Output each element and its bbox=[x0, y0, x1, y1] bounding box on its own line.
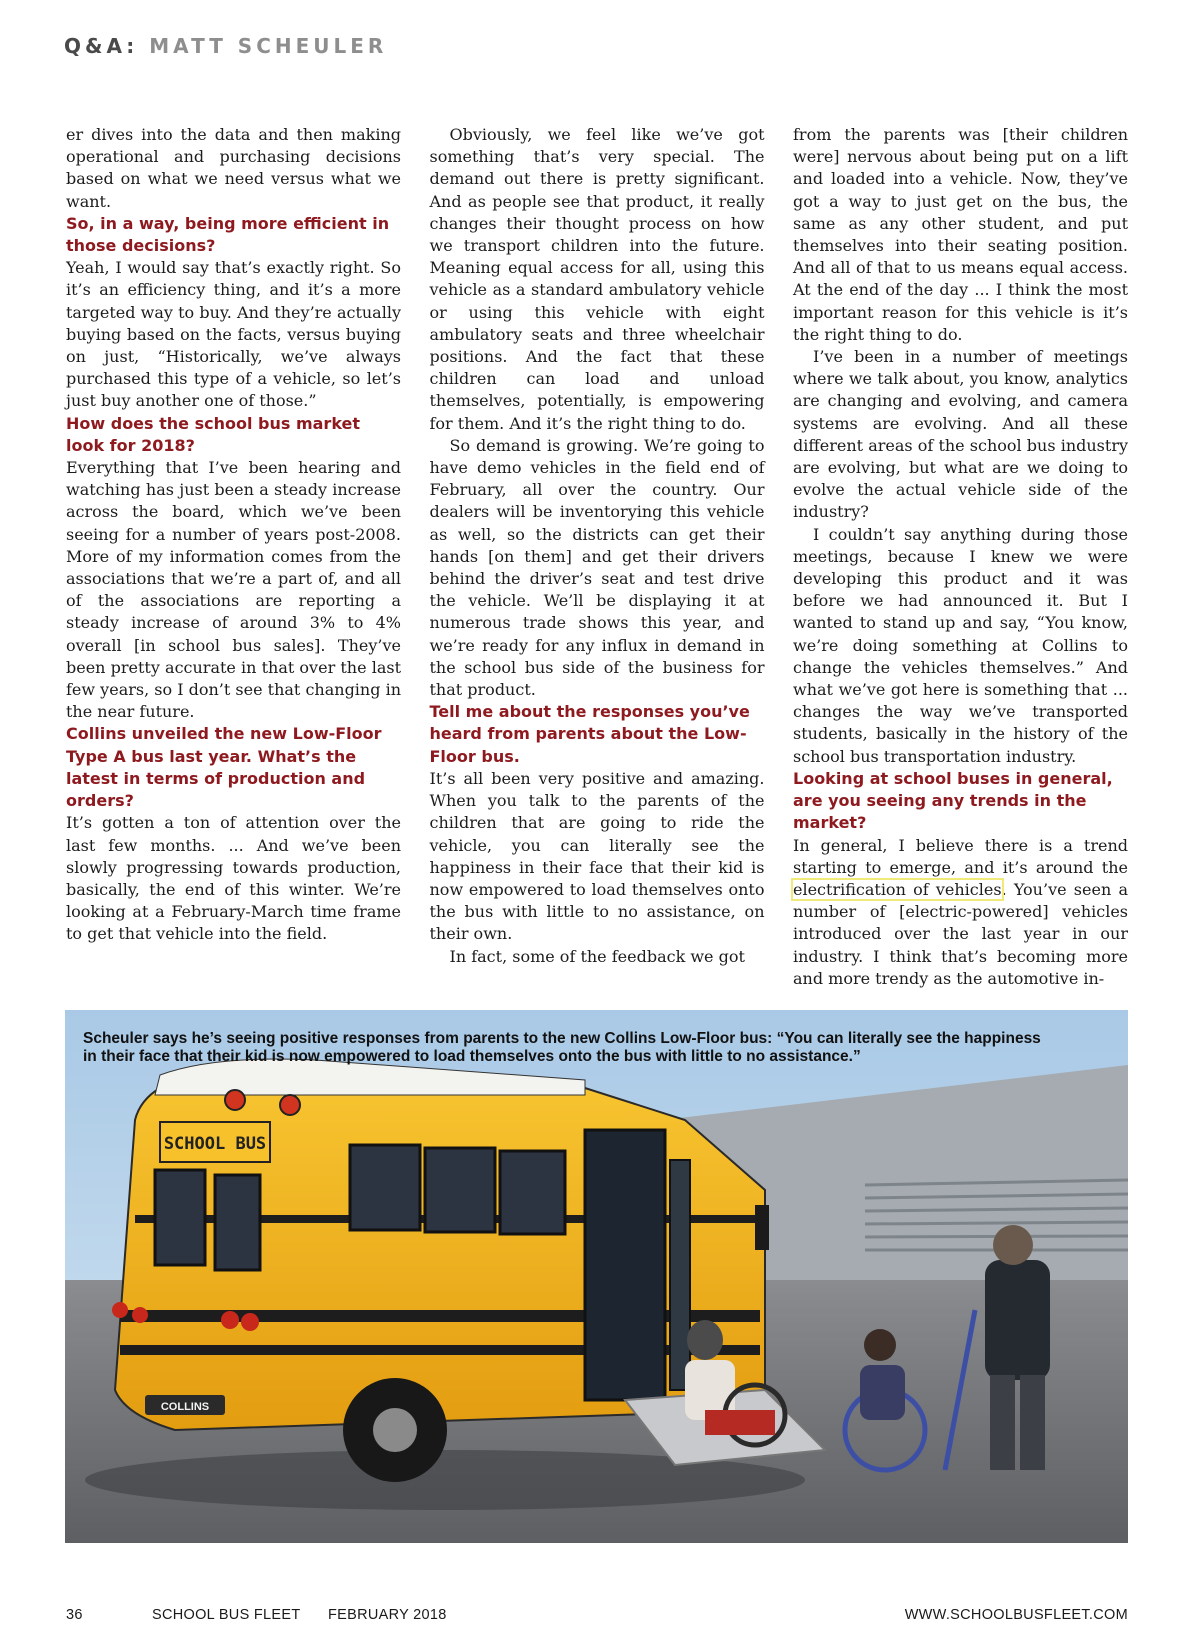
article-columns bbox=[66, 124, 1128, 1004]
column-3 bbox=[793, 124, 1128, 1004]
bus-photo bbox=[65, 1010, 1128, 1543]
adult-figure bbox=[985, 1260, 1050, 1380]
answer-paragraph bbox=[793, 835, 1128, 990]
answer-paragraph: Everything that I’ve been hearing and watching has just been a steady increase across the board, which we’ve been seeing for a number of years post-2008. More of my information comes from the associations that we’re a part of, and all of the associations are reporting a steady increase of around 3% to 4% overall [in school bus sales]. They’ve been pretty accurate in that over the last few years, so I don’t see that changing in the near future. bbox=[66, 458, 401, 722]
running-head bbox=[64, 34, 387, 58]
issue-date: FEBRUARY 2018 bbox=[328, 1607, 447, 1623]
question-heading: How does the school bus market look for 2018? bbox=[66, 413, 361, 455]
bus-door bbox=[585, 1130, 665, 1400]
highlighted-phrase[interactable]: electrification of vehicles bbox=[793, 879, 1002, 899]
paragraph: from the parents was [their children were] nervous about being put on a lift and loaded into a vehicle. Now, they’ve got a way to just get on the bus, the same as any other student, and put themselves into their seating position. And all of that to us means equal access. At the end of the day ... I think the most important reason for this vehicle is it’s the right thing to do. bbox=[793, 125, 1128, 344]
website-link[interactable]: WWW.SCHOOLBUSFLEET.COM bbox=[904, 1607, 1128, 1623]
answer-paragraph: It’s all been very positive and amazing. When you talk to the parents of the children that are going to ride the vehicle, you can literally see the happiness in their face that their kid is now empowered to load themselves onto the bus with little to no assistance, on their own. bbox=[429, 768, 765, 944]
paragraph: In fact, some of the feedback we got bbox=[449, 946, 745, 966]
answer-text: In general, I believe there is a trend starting to emerge, and it’s around the bbox=[793, 835, 1128, 877]
paragraph: Obviously, we feel like we’ve got something that’s very special. The demand out there is pretty significant. And as people see that product, it really changes their thought process on how we transport children into the future. Meaning equal access for all, using this vehicle as a standard ambulatory vehicle or using this vehicle with eight ambulatory seats and three wheelchair positions. And the fact that these children can load and unload themselves, potentially, is empowering for them. And it’s the right thing to do. bbox=[429, 125, 765, 433]
question-heading: Tell me about the responses you’ve heard from parents about the Low-Floor bus. bbox=[429, 702, 750, 766]
column-2 bbox=[430, 124, 765, 1004]
question-heading: So, in a way, being more efficient in those decisions? bbox=[66, 213, 390, 256]
photo-caption: Scheuler says he’s seeing positive responses from parents to the new Collins Low-Floor bus: “You can literally see the happiness in their face that their kid is now empowered to load themselves onto the bus with little to no assistance.” bbox=[83, 1030, 1041, 1065]
page-footer bbox=[66, 1607, 1128, 1627]
answer-paragraph: Yeah, I would say that’s exactly right. So it’s an efficiency thing, and it’s a more targeted way to buy. And they’re actually buying based on the facts, versus buying on just, “Historically, we’ve always purchased this type of a vehicle, so let’s just buy another one of those.” bbox=[66, 258, 401, 411]
paragraph: I couldn’t say anything during those meetings, because I knew we were developing this product and it was before we had announced it. But I wanted to stand up and say, “You know, we’re doing something at Collins to change the vehicles themselves.” And what we’ve got here is something that ... changes the way we’ve transported students, basically in the history of the school bus transportation industry. bbox=[793, 524, 1128, 766]
question-heading: Collins unveiled the new Low-Floor Type A bus last year. What’s the latest in terms of production and orders? bbox=[66, 724, 382, 811]
collins-badge: COLLINS bbox=[160, 1401, 210, 1413]
paragraph: er dives into the data and then making operational and purchasing decisions based on what we need versus what we want. bbox=[66, 125, 401, 211]
running-head-label: Q&A: bbox=[64, 34, 139, 58]
answer-paragraph: It’s gotten a ton of attention over the last few months. ... And we’ve been slowly progressing towards production, basically, the end of this winter. We’re looking at a February-March time frame to get that vehicle into the field. bbox=[66, 813, 401, 944]
running-head-name: MATT SCHEULER bbox=[149, 34, 388, 58]
school-bus-sign-text: SCHOOL BUS bbox=[163, 1134, 267, 1154]
magazine-name: SCHOOL BUS FLEET bbox=[152, 1607, 301, 1623]
column-1 bbox=[66, 124, 401, 1004]
paragraph: I’ve been in a number of meetings where we talk about, you know, analytics are changing and evolving, and camera systems are evolving. And all these different areas of the school bus industry are evolving, but what are we doing to evolve the actual vehicle side of the industry? bbox=[793, 347, 1128, 522]
question-heading: Looking at school buses in general, are you seeing any trends in the market? bbox=[793, 768, 1113, 833]
bus-illustration bbox=[65, 1010, 1128, 1543]
paragraph: So demand is growing. We’re going to have demo vehicles in the field end of February, all over the country. Our dealers will be inventorying this vehicle as well, so the districts can get their hands [on them] and get their drivers behind the driver’s seat and test drive the vehicle. We’ll be displaying it at numerous trade shows this year, and we’re ready for any influx in demand in the school bus side of the business for that product. bbox=[429, 435, 765, 700]
page-number: 36 bbox=[66, 1607, 83, 1623]
answer-text: . You’ve seen a number of [electric-powered] vehicles introduced over the last year in our industry. I think that’s becoming more and more trendy as the automotive in- bbox=[793, 879, 1129, 988]
